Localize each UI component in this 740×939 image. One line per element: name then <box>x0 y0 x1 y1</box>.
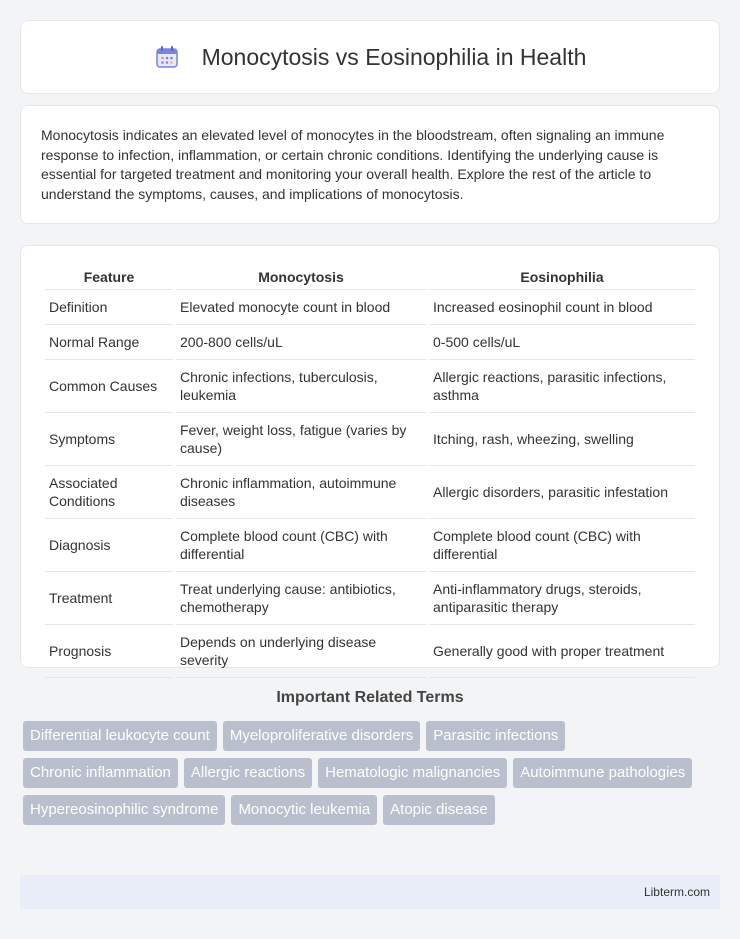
term-tag[interactable]: Differential leukocyte count <box>23 721 217 751</box>
intro-card <box>20 105 720 224</box>
page-title: Monocytosis vs Eosinophilia in Health <box>201 43 587 70</box>
row-eosinophilia: Generally good with proper treatment <box>429 625 695 678</box>
row-feature: Prognosis <box>45 625 173 678</box>
comparison-table <box>42 266 698 678</box>
table-row <box>45 413 695 466</box>
row-feature: Common Causes <box>45 360 173 413</box>
row-monocytosis: 200-800 cells/uL <box>176 325 426 360</box>
row-eosinophilia: Increased eosinophil count in blood <box>429 290 695 325</box>
table-row <box>45 466 695 519</box>
row-feature: Diagnosis <box>45 519 173 572</box>
row-monocytosis: Chronic inflammation, autoimmune diseases <box>176 466 426 519</box>
row-eosinophilia: Allergic reactions, parasitic infections, asthma <box>429 360 695 413</box>
row-feature: Treatment <box>45 572 173 625</box>
term-tag[interactable]: Hypereosinophilic syndrome <box>23 795 225 825</box>
term-tag[interactable]: Monocytic leukemia <box>231 795 377 825</box>
table-row <box>45 325 695 360</box>
row-monocytosis: Fever, weight loss, fatigue (varies by cause) <box>176 413 426 466</box>
header-card <box>20 20 720 94</box>
term-tag[interactable]: Parasitic infections <box>426 721 565 751</box>
term-tag[interactable]: Allergic reactions <box>184 758 312 788</box>
term-tag[interactable]: Atopic disease <box>383 795 495 825</box>
table-row <box>45 290 695 325</box>
table-header-row <box>45 266 695 290</box>
header-feature: Feature <box>45 266 173 290</box>
footer-site-link[interactable]: Libterm.com <box>643 885 710 899</box>
header-eosinophilia: Eosinophilia <box>429 266 695 290</box>
table-row <box>45 572 695 625</box>
row-monocytosis: Treat underlying cause: antibiotics, chemotherapy <box>176 572 426 625</box>
related-terms-title: Important Related Terms <box>276 689 464 706</box>
term-tag[interactable]: Myeloproliferative disorders <box>223 721 420 751</box>
row-feature: Symptoms <box>45 413 173 466</box>
row-monocytosis: Elevated monocyte count in blood <box>176 290 426 325</box>
calendar-icon <box>154 44 180 70</box>
table-row <box>45 625 695 678</box>
row-eosinophilia: Anti-inflammatory drugs, steroids, antiparasitic therapy <box>429 572 695 625</box>
row-monocytosis: Chronic infections, tuberculosis, leukemia <box>176 360 426 413</box>
row-feature: Definition <box>45 290 173 325</box>
intro-text: Monocytosis indicates an elevated level of monocytes in the bloodstream, often signaling an immune response to infection, inflammation, or certain chronic conditions. Identifying the underlying cause is essential for targeted treatment and monitoring your overall health. Explore the rest of the article to understand the symptoms, causes, and implications of monocytosis. <box>41 127 665 202</box>
table-row <box>45 360 695 413</box>
row-eosinophilia: 0-500 cells/uL <box>429 325 695 360</box>
row-eosinophilia: Itching, rash, wheezing, swelling <box>429 413 695 466</box>
header-monocytosis: Monocytosis <box>176 266 426 290</box>
row-monocytosis: Depends on underlying disease severity <box>176 625 426 678</box>
row-feature: Normal Range <box>45 325 173 360</box>
row-monocytosis: Complete blood count (CBC) with differential <box>176 519 426 572</box>
table-row <box>45 519 695 572</box>
row-feature: Associated Conditions <box>45 466 173 519</box>
related-terms-list <box>20 721 720 825</box>
term-tag[interactable]: Chronic inflammation <box>23 758 178 788</box>
footer <box>20 875 720 909</box>
comparison-table-card <box>20 245 720 668</box>
term-tag[interactable]: Hematologic malignancies <box>318 758 507 788</box>
term-tag[interactable]: Autoimmune pathologies <box>513 758 692 788</box>
row-eosinophilia: Complete blood count (CBC) with differential <box>429 519 695 572</box>
row-eosinophilia: Allergic disorders, parasitic infestation <box>429 466 695 519</box>
